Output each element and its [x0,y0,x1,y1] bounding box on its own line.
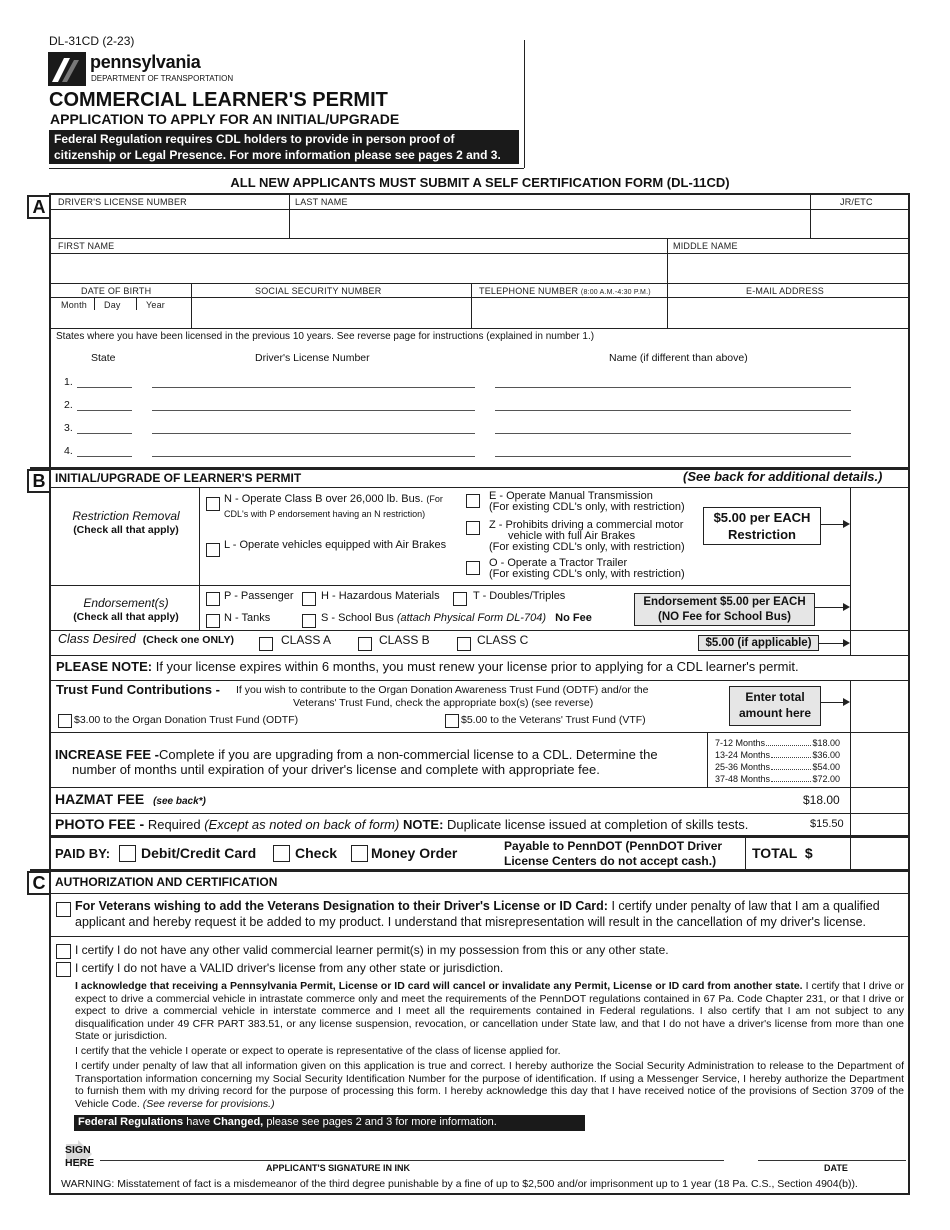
signature-field[interactable] [100,1140,724,1161]
fee-amount: $18.00 [812,738,840,748]
restriction-o-label: O - Operate a Tractor Trailer [489,557,628,569]
class-c-checkbox[interactable] [457,637,471,651]
divider [51,297,908,298]
payable-note-line: Payable to PennDOT (PennDOT Driver [504,839,723,853]
endorsement-fee-text: Endorsement $5.00 per EACH [643,596,806,608]
trust-fund-label: Trust Fund Contributions - [56,682,220,697]
payable-note-line-2: License Centers do not accept cash.) [504,854,717,868]
endorsement-p-label: P - Passenger [224,590,294,602]
endorsement-p-checkbox[interactable] [206,592,220,606]
endorsement-t-checkbox[interactable] [453,592,467,606]
divider [51,732,908,733]
pay-card-checkbox[interactable] [119,845,136,862]
divider [51,893,908,894]
restriction-e-checkbox[interactable] [466,494,480,508]
jr-etc-field[interactable] [813,208,907,237]
fee-months: 13-24 Months [715,750,771,760]
states-note: States where you have been licensed in the previous 10 years. See reverse page for instructions (explained in number 1.) [56,331,595,342]
increase-fee-text: Complete if you are upgrading from a non-commercial license to a CDL. Determine the [159,747,658,762]
endorsement-t-label: T - Doubles/Triples [473,590,566,602]
divider [51,787,908,788]
increase-fee [55,747,658,762]
odtf-checkbox[interactable] [58,714,72,728]
restriction-n-note: CDL's with P endorsement having an N restriction) [224,509,426,519]
photo-duplicate-text: Duplicate license issued at completion of skills tests. [447,817,749,832]
notice-line-2: citizenship or Legal Presence. For more information please see pages 2 and 3. [54,148,501,162]
cert2-text: I certify I do not have a VALID driver's license from any other state or jurisdiction. [75,961,504,975]
license-number-field[interactable] [52,208,287,237]
see-back-note: (See back for additional details.) [683,469,883,484]
state-input-4[interactable] [77,456,132,457]
hazmat-label: HAZMAT FEE [55,791,145,807]
vtf-checkbox[interactable] [445,714,459,728]
veterans-statement [75,898,905,930]
enter-total-box [729,686,821,726]
restriction-l-label: L - Operate vehicles equipped with Air Brakes [224,539,447,551]
section-a-marker: A [27,195,51,219]
logo-sub: DEPARTMENT OF TRANSPORTATION [91,74,234,83]
name-column-label: Name (if different than above) [609,352,748,364]
veterans-checkbox[interactable] [56,902,71,917]
last-name-field[interactable] [292,208,807,237]
endorsement-h-checkbox[interactable] [302,592,316,606]
fee-row [715,737,840,749]
class-b-label: CLASS B [379,633,430,647]
dl-column-label: Driver's License Number [255,352,370,364]
divider [289,195,290,239]
middle-name-label: MIDDLE NAME [673,241,738,251]
restriction-fee-text: $5.00 per EACH [713,510,811,525]
form-id: DL-31CD (2-23) [49,34,135,48]
arrow-right-icon [819,643,844,644]
divider [51,283,908,284]
date-label: DATE [824,1163,848,1173]
logo-name: pennsylvania [90,52,201,72]
pay-check-checkbox[interactable] [273,845,290,862]
phone-label [479,286,651,296]
photo-note: (Except as noted on back of form) [204,817,400,832]
notice-line-1: Federal Regulation requires CDL holders to provide in person proof of [54,132,455,146]
here-text: HERE [65,1157,95,1169]
paid-by-label: PAID BY: [55,846,111,861]
class-c-label: CLASS C [477,633,529,647]
divider [51,487,908,488]
divider [51,680,908,681]
dob-label: DATE OF BIRTH [81,286,152,296]
restriction-z-note: (For existing CDL's only, with restriction) [489,541,685,553]
divider [94,297,95,310]
please-note-text: If your license expires within 6 months, you must renew your license prior to applying for a CDL learner's permit. [155,659,799,674]
increase-fee-table [715,737,840,785]
photo-required: Required [147,817,201,832]
fee-amount: $72.00 [812,774,840,784]
class-a-checkbox[interactable] [259,637,273,651]
divider [51,209,908,210]
restriction-z-checkbox[interactable] [466,521,480,535]
state-input-3[interactable] [77,433,132,434]
restriction-e-note: (For existing CDL's only, with restriction) [489,501,685,513]
s-label-text: S - School Bus [321,612,394,624]
endorsement-s-label [321,612,592,624]
trust-fund-text-2: Veterans' Trust Fund, check the appropriate box(s) (see reverse) [293,697,594,709]
state-row-4-number: 4. [64,445,73,457]
divider [707,732,708,787]
divider [51,835,910,838]
fed-mid: have [186,1116,211,1128]
section-divider [30,869,910,872]
fee-months: 37-48 Months [715,774,771,784]
fee-row [715,749,840,761]
total-label: TOTAL $ [752,845,813,861]
dob-field[interactable] [52,311,189,327]
fee-column-divider [850,836,851,869]
trust-fund-text: If you wish to contribute to the Organ Donation Awareness Trust Fund (ODTF) and/or the [236,684,649,696]
photo-fee-amount: $15.50 [810,818,844,830]
endorsement-n-checkbox[interactable] [206,614,220,628]
penalty-body: I certify under penalty of law that all information given on this application is true and correct. I hereby authorize the Social Security Administration to release to the Department of Transportation information concerning my Social Security Identification Number for the purpose of identification. If using a Messenger Service, I hereby authorize the Department to furnish them with my driving record for the purpose of processing this form. I hereby acknowledge this day that I have received notice of the provisions of Section 3709 of the Vehicle Code. [75,1060,904,1110]
state-row-3-number: 3. [64,422,73,434]
first-name-field[interactable] [52,255,664,281]
pay-mo-checkbox[interactable] [351,845,368,862]
hazmat-fee-field[interactable] [853,790,906,811]
no-fee-label: No Fee [555,612,592,624]
state-input-1[interactable] [77,387,132,388]
fee-months: 25-36 Months [715,762,771,772]
s-label-note: (attach Physical Form DL-704) [396,612,546,624]
pay-check-label: Check [295,845,338,861]
n-label-note: (For [426,494,443,504]
increase-fee-amount-field[interactable] [853,740,906,784]
penndot-logo-icon [48,52,86,86]
header-underline [49,168,524,169]
restriction-z-label-2: vehicle with full Air Brakes [508,530,636,542]
dl-input-1[interactable] [152,387,475,388]
penalty-italic: (See reverse for provisions.) [142,1097,275,1110]
arrow-right-icon [821,524,844,525]
hazmat-note: (see back*) [153,796,206,807]
fed-bold-1: Federal Regulations [78,1116,184,1128]
sign-text: SIGN [65,1144,91,1156]
warning-text: WARNING: Misstatement of fact is a misdemeanor of the third degree punishable by a fine of up to $2,500 and/or imprisonment up to 1 year (18 Pa. C.S., Section 4904(b)). [61,1178,858,1190]
dl-input-4[interactable] [152,456,475,457]
cert2-checkbox[interactable] [56,962,71,977]
phone-hours: (8:00 A.M.-4:30 P.M.) [580,289,651,296]
state-row-2-number: 2. [64,399,73,411]
pay-card-label: Debit/Credit Card [141,845,257,861]
restriction-fee-text-2: Restriction [728,527,796,542]
divider [51,630,908,631]
email-label: E-MAIL ADDRESS [746,286,824,296]
enter-total-text: Enter total [745,690,805,704]
divider [51,328,908,329]
class-desired [58,632,234,646]
increase-fee-text-2: number of months until expiration of your driver's license and complete with appropriate fee. [72,762,600,777]
vehicle-cert-text: I certify that the vehicle I operate or expect to operate is representative of the class of license applied for. [75,1045,561,1057]
dl-input-3[interactable] [152,433,475,434]
hazmat-fee-amount: $18.00 [803,793,840,807]
restriction-sub: (Check all that apply) [73,524,179,536]
increase-fee-label: INCREASE FEE - [55,747,160,762]
please-note-label: PLEASE NOTE: [56,659,153,674]
state-column-label: State [91,352,116,364]
sign-here-label [65,1144,94,1170]
divider [471,283,472,328]
endorsement-sub: (Check all that apply) [73,611,179,623]
class-sub: (Check one ONLY) [142,634,234,646]
endorsement-h-label: H - Hazardous Materials [321,590,440,602]
divider [51,813,908,814]
class-title: Class Desired [58,632,136,646]
phone-field[interactable] [474,299,665,327]
please-note [56,659,799,674]
photo-fee [55,816,748,832]
section-b-marker: B [27,469,51,493]
cert1-checkbox[interactable] [56,944,71,959]
divider [51,238,908,239]
pay-money-order-label: Money Order [371,845,458,861]
fee-amount: $36.00 [812,750,840,760]
divider [667,238,668,283]
divider [810,195,811,239]
fee-column-divider [850,680,851,814]
date-field[interactable] [758,1140,906,1161]
fee-amount: $54.00 [812,762,840,772]
header-divider [524,40,525,168]
veterans-bold: For Veterans wishing to add the Veterans Designation to their Driver's License or ID Card: [75,899,608,913]
enter-total-text-2: amount here [738,706,811,720]
section-b-title: INITIAL/UPGRADE OF LEARNER'S PERMIT [55,471,302,485]
fee-row [715,761,840,773]
restriction-z-label: Z - Prohibits driving a commercial motor [489,519,684,531]
middle-name-field[interactable] [670,255,906,281]
section-c-title: AUTHORIZATION AND CERTIFICATION [55,875,278,889]
federal-changes-banner [74,1115,585,1131]
arrow-right-icon [815,607,844,608]
ack-text: I certify that I drive or expect to drive a commercial vehicle in intrastate commerce only and meet the requirements of the PennDOT regulations contained in 67 Pa. Code Chapter 231, or that I drive or expect to drive a commercial vehicle in interstate commerce and I meet all the requirements contained in Federal regulations. I also certify that I am not subject to any disqualification under 49 CFR PART 383.51, or any license suspension, revocation, or cancellation under State law, and that I do not have a driver's license from more than one State or jurisdiction. [75,980,904,1043]
vtf-label: $5.00 to the Veterans' Trust Fund (VTF) [461,714,646,726]
divider [199,487,200,630]
year-label: Year [146,300,165,310]
fee-row [715,773,840,785]
signature-label: APPLICANT'S SIGNATURE IN INK [266,1163,410,1173]
state-row-1-number: 1. [64,376,73,388]
divider [850,813,851,836]
form-subtitle: APPLICATION TO APPLY FOR AN INITIAL/UPGRADE [50,111,400,127]
class-fee-box: $5.00 (if applicable) [698,635,819,651]
jr-etc-label: JR/ETC [840,197,873,207]
last-name-label: LAST NAME [295,197,348,207]
penalty-text [75,1060,904,1110]
ssn-field[interactable] [194,299,469,327]
name-input-4[interactable] [495,456,851,457]
endorsement-fee-box [634,593,815,626]
restriction-n-label [224,493,443,505]
n-label-text: N - Operate Class B over 26,000 lb. Bus. [224,493,424,505]
restriction-fee-box [703,507,821,545]
divider [51,655,908,656]
restriction-e-label: E - Operate Manual Transmission [489,490,653,502]
state-input-2[interactable] [77,410,132,411]
arrow-right-icon [821,702,844,703]
divider [667,283,668,328]
acknowledgement-text [75,980,904,1043]
phone-label-text: TELEPHONE NUMBER [479,286,579,296]
restriction-title: Restriction Removal [72,509,180,523]
payable-note [504,839,722,869]
veterans-text: I certify under penalty of law that I am a qualified [611,899,880,913]
month-label: Month [61,300,88,310]
photo-note-label: NOTE: [402,817,444,832]
email-field[interactable] [670,299,906,327]
restriction-o-note: (For existing CDL's only, with restriction) [489,568,685,580]
divider [51,936,908,937]
divider [51,585,850,586]
divider [745,835,746,869]
photo-fee-label: PHOTO FEE - [55,816,145,832]
endorsement-s-checkbox[interactable] [302,614,316,628]
day-label: Day [104,300,121,310]
first-name-label: FIRST NAME [58,241,115,251]
fed-text: please see pages 2 and 3 for more information. [266,1116,497,1128]
restriction-o-checkbox[interactable] [466,561,480,575]
divider [51,253,908,254]
restriction-n-checkbox[interactable] [206,497,220,511]
hazmat-fee [55,791,206,809]
restriction-l-checkbox[interactable] [206,543,220,557]
total-field[interactable] [853,839,906,867]
cert1-text: I certify I do not have any other valid commercial learner permit(s) in my possession from this or any other state. [75,943,669,957]
fee-months: 7-12 Months [715,738,766,748]
dl-input-2[interactable] [152,410,475,411]
ssn-label: SOCIAL SECURITY NUMBER [255,286,382,296]
divider [191,283,192,328]
endorsement-n-label: N - Tanks [224,612,271,624]
veterans-text-2: applicant and hereby request it be added to my product. I understand that misrepresentation will result in the cancellation of my driver's license. [75,915,867,929]
name-input-2[interactable] [495,410,851,411]
endorsement-title: Endorsement(s) [83,596,169,610]
section-c-marker: C [27,871,51,895]
name-input-3[interactable] [495,433,851,434]
class-b-checkbox[interactable] [358,637,372,651]
odtf-label: $3.00 to the Organ Donation Trust Fund (ODTF) [74,714,299,726]
ack-bold: I acknowledge that receiving a Pennsylvania Permit, License or ID card will cancel or invalidate any Permit, License or ID card from another state. [75,980,803,992]
divider [136,297,137,310]
legal-presence-notice [49,130,519,164]
name-input-1[interactable] [495,387,851,388]
endorsement-fee-text-2: (NO Fee for School Bus) [658,611,791,623]
form-title: COMMERCIAL LEARNER'S PERMIT [49,89,388,111]
self-cert-banner: ALL NEW APPLICANTS MUST SUBMIT A SELF CERTIFICATION FORM (DL-11CD) [230,175,730,190]
class-a-label: CLASS A [281,633,332,647]
license-number-label: DRIVER'S LICENSE NUMBER [58,197,187,207]
fed-bold-2: Changed, [213,1116,264,1128]
